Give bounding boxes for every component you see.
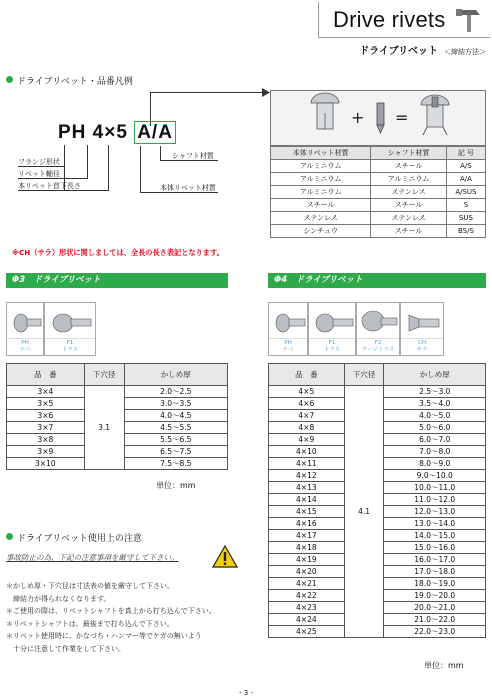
- cell: 13.0～14.0: [384, 518, 486, 530]
- bullet-icon: [6, 533, 13, 540]
- cell: 4×10: [269, 446, 345, 458]
- hole-dia-cell: 4.1: [344, 386, 384, 638]
- cell: 19.0～20.0: [384, 590, 486, 602]
- cell: A/S: [446, 160, 485, 173]
- cell: 10.0～11.0: [384, 482, 486, 494]
- rivet-assembly-illustration: [270, 90, 486, 146]
- arrow-right-icon: [262, 88, 270, 97]
- section-title-caution: [6, 531, 142, 544]
- phi4-type-images: [268, 302, 444, 356]
- cell: 3×10: [7, 458, 85, 470]
- label-body-mat: 本体リベット材質: [160, 184, 216, 192]
- part-code-example: [58, 122, 176, 144]
- col-part-number: 品 番: [7, 364, 85, 386]
- col-shaft-material: シャフト材質: [371, 147, 447, 160]
- cell: 4×21: [269, 578, 345, 590]
- type-code: F1: [66, 340, 74, 346]
- rivet-f2-image: [357, 303, 399, 339]
- cell: 3×8: [7, 434, 85, 446]
- label-flange: フランジ形状: [18, 158, 60, 166]
- col-symbol: 記 号: [446, 147, 485, 160]
- caution-line: ＊ご使用の際は、リベットシャフトを真上から打ち込んで下さい。: [6, 607, 216, 615]
- cell: 4×18: [269, 542, 345, 554]
- cell: 4×13: [269, 482, 345, 494]
- connector-line: [150, 92, 264, 93]
- cell: 4.0～5.0: [384, 410, 486, 422]
- leader-line: [160, 146, 161, 160]
- warning-icon: [212, 545, 238, 568]
- label-shaft-mat: シャフト材質: [172, 152, 214, 160]
- leader-line: [87, 145, 88, 178]
- cell: スチール: [371, 199, 447, 212]
- cell: 4×24: [269, 614, 345, 626]
- type-card-ph: [268, 302, 308, 356]
- material-table-block: [270, 90, 486, 238]
- caution-line: 十分に注意して作業をして下さい。: [6, 644, 125, 653]
- phi3-section-bar: Φ3 ドライブリベット: [6, 273, 228, 288]
- cell: 9.0～10.0: [384, 470, 486, 482]
- cell: アルミニウム: [271, 173, 371, 186]
- cell: 4.0～4.5: [124, 410, 227, 422]
- cell: 12.0～13.0: [384, 506, 486, 518]
- equals-sign: =: [395, 108, 409, 127]
- cell: 4×14: [269, 494, 345, 506]
- cell: 3.5～4.0: [384, 398, 486, 410]
- type-name: ナベ: [19, 347, 31, 353]
- cell: ステンレス: [271, 212, 371, 225]
- phi4-section-bar: Φ4 ドライブリベット: [268, 273, 486, 288]
- cell: 4.5～5.5: [124, 422, 227, 434]
- cell: 7.5～8.5: [124, 458, 227, 470]
- type-code: F1: [328, 340, 336, 346]
- cell: シンチュウ: [271, 225, 371, 238]
- type-code: PH: [21, 340, 29, 346]
- table-row: [269, 386, 486, 398]
- type-card-ph: [6, 302, 44, 356]
- cell: 4×9: [269, 434, 345, 446]
- cell: 4×17: [269, 530, 345, 542]
- rivet-ch-image: [401, 303, 443, 339]
- phi3-type-images: [6, 302, 96, 356]
- cell: 3×5: [7, 398, 85, 410]
- cell: 17.0～18.0: [384, 566, 486, 578]
- cell: A/A: [446, 173, 485, 186]
- cell: 4×7: [269, 410, 345, 422]
- col-part-number: 品 番: [269, 364, 345, 386]
- code-prefix: PH 4×5: [58, 122, 128, 143]
- cell: アルミニウム: [271, 186, 371, 199]
- material-table: [270, 146, 486, 238]
- cell: ステンレス: [371, 212, 447, 225]
- cell: 6.0～7.0: [384, 434, 486, 446]
- phi4-unit: 単位：mm: [424, 661, 464, 670]
- cell: 4×20: [269, 566, 345, 578]
- phi4-spec-table: [268, 363, 486, 638]
- section-title-text: ドライブリベット・品番凡例: [17, 77, 133, 87]
- caution-line: ＊リベットシャフトは、最後まで打ち込んで下さい。: [6, 619, 174, 628]
- col-grip-range: かしめ厚: [124, 364, 227, 386]
- cell: スチール: [371, 225, 447, 238]
- type-card-ch: [400, 302, 444, 356]
- cell: 6.5～7.5: [124, 446, 227, 458]
- cell: 4×16: [269, 518, 345, 530]
- col-hole-dia: 下穴径: [344, 364, 384, 386]
- cell: 4×6: [269, 398, 345, 410]
- type-card-f1: [308, 302, 356, 356]
- cell: 18.0～19.0: [384, 578, 486, 590]
- caution-line: ＊リベット使用時に、かなづち・ハンマー等でケガの無いよう: [6, 632, 202, 640]
- cell: アルミニウム: [371, 173, 447, 186]
- caution-notes: [6, 580, 216, 655]
- type-name: サラ: [416, 347, 428, 353]
- cell: 4×15: [269, 506, 345, 518]
- cell: 4×22: [269, 590, 345, 602]
- cell: 3×9: [7, 446, 85, 458]
- caution-heading: 事故防止の為、下記の注意事項を厳守して下さい。: [6, 553, 179, 562]
- cell: 4×12: [269, 470, 345, 482]
- cell: 2.5～3.0: [384, 386, 486, 398]
- table-row: [271, 186, 486, 199]
- cell: 22.0～23.0: [384, 626, 486, 638]
- cell: 20.0～21.0: [384, 602, 486, 614]
- type-code: F2: [374, 340, 382, 346]
- leader-line: [140, 146, 141, 192]
- phi3-spec-table: [6, 363, 228, 470]
- header-box: [318, 2, 490, 38]
- cell: 3.0～3.5: [124, 398, 227, 410]
- phi3-unit: 単位：mm: [156, 481, 196, 490]
- cell: 3×6: [7, 410, 85, 422]
- cell: 4×23: [269, 602, 345, 614]
- page-title: Drive rivets: [333, 6, 446, 32]
- bullet-icon: [6, 76, 13, 83]
- table-row: [7, 386, 228, 398]
- col-hole-dia: 下穴径: [84, 364, 124, 386]
- cell: 2.0～2.5: [124, 386, 227, 398]
- type-name: トラス: [323, 347, 341, 353]
- section-title-code: [6, 74, 133, 87]
- table-row: [271, 160, 486, 173]
- cell: ステンレス: [371, 186, 447, 199]
- col-grip-range: かしめ厚: [384, 364, 486, 386]
- cell: 4×25: [269, 626, 345, 638]
- cell: A/SUS: [446, 186, 485, 199]
- cell: S: [446, 199, 485, 212]
- table-row: [271, 173, 486, 186]
- cell: 7.0～8.0: [384, 446, 486, 458]
- cell: 4×8: [269, 422, 345, 434]
- caution-line: 締結力が得られなくなります。: [6, 594, 111, 603]
- subtitle-note: ＜締結方法＞: [444, 48, 486, 56]
- hole-dia-cell: 3.1: [84, 386, 124, 470]
- table-row: [271, 212, 486, 225]
- page-number: - 3 -: [239, 689, 253, 697]
- label-rivet-len: 本リベット首下長さ: [18, 182, 81, 190]
- hammer-icon: [454, 6, 484, 34]
- leader-line: [108, 145, 109, 190]
- cell: 15.0～16.0: [384, 542, 486, 554]
- cell: アルミニウム: [271, 160, 371, 173]
- shape-note: ※CH（サラ）形状に関しましては、全長の長さ表記となります。: [12, 248, 224, 257]
- rivet-ph-image: [7, 303, 43, 339]
- cell: 5.0～6.0: [384, 422, 486, 434]
- cell: スチール: [271, 199, 371, 212]
- page-subtitle: [359, 42, 486, 57]
- subtitle-text: ドライブリベット: [359, 46, 438, 57]
- type-code: CH: [418, 340, 426, 346]
- cell: BS/S: [446, 225, 485, 238]
- code-suffix: A/A: [134, 121, 176, 144]
- cell: 3×4: [7, 386, 85, 398]
- cell: 11.0～12.0: [384, 494, 486, 506]
- caution-line: ＊かしめ厚・下穴径は寸法表の値を厳守して下さい。: [6, 582, 174, 590]
- type-card-f1: [44, 302, 96, 356]
- rivet-f1-image: [45, 303, 95, 339]
- col-body-material: 本体リベット材質: [271, 147, 371, 160]
- cell: 4×11: [269, 458, 345, 470]
- cell: SUS: [446, 212, 485, 225]
- type-name: ナベ: [282, 347, 294, 353]
- cell: 16.0～17.0: [384, 554, 486, 566]
- cell: 8.0～9.0: [384, 458, 486, 470]
- cell: スチール: [371, 160, 447, 173]
- cell: 4×5: [269, 386, 345, 398]
- rivet-ph-image: [269, 303, 307, 339]
- rivet-parts-image: [271, 91, 485, 145]
- cell: 5.5～6.5: [124, 434, 227, 446]
- table-row: [271, 199, 486, 212]
- type-code: PH: [284, 340, 292, 346]
- type-name: トラス: [61, 347, 79, 353]
- type-card-f2: [356, 302, 400, 356]
- type-name: ラージトラス: [361, 347, 395, 353]
- section-title-text: ドライブリベット使用上の注意: [17, 534, 142, 544]
- plus-sign: +: [351, 108, 365, 127]
- table-row: [271, 225, 486, 238]
- cell: 4×19: [269, 554, 345, 566]
- cell: 21.0～22.0: [384, 614, 486, 626]
- cell: 14.0～15.0: [384, 530, 486, 542]
- cell: 3×7: [7, 422, 85, 434]
- label-rivet-dia: リベット軸径: [18, 170, 60, 178]
- rivet-f1-image: [309, 303, 355, 339]
